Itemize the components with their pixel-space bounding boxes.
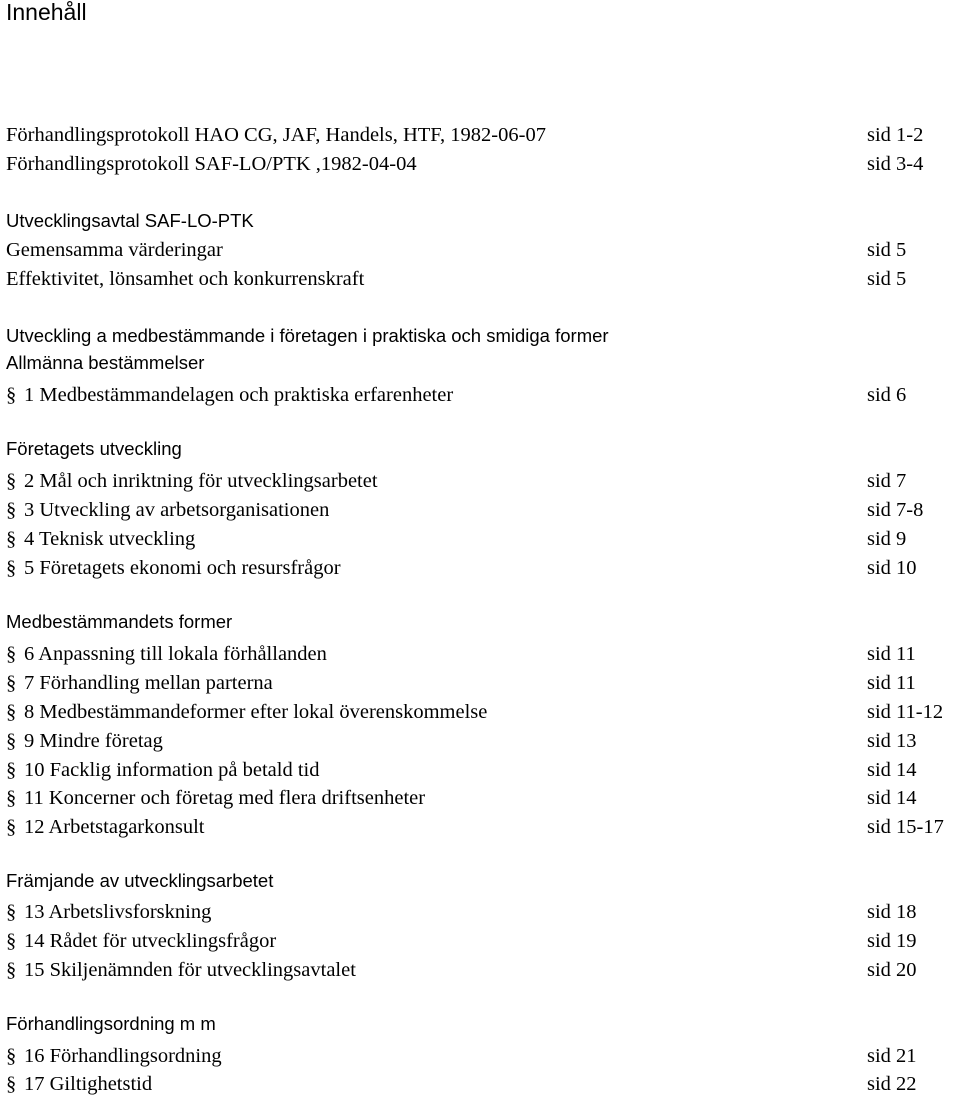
- section-heading: [0, 867, 960, 895]
- section-heading: [0, 608, 960, 636]
- toc-entry: [0, 1070, 960, 1098]
- toc-entry: [0, 554, 960, 582]
- toc-entry: [0, 496, 960, 524]
- toc-entry-page: sid 6: [867, 384, 907, 406]
- toc-entry: [0, 698, 960, 726]
- toc-entry-text: 10 Facklig information på betald tid: [24, 759, 320, 781]
- toc-entry: [0, 467, 960, 495]
- toc-entry-text: 11 Koncerner och företag med flera driftsenheter: [24, 787, 426, 809]
- toc-entry-text: Förhandlingsprotokoll SAF-LO/PTK ,1982-04-04: [6, 153, 417, 175]
- toc-entry: [0, 813, 960, 841]
- toc-entry-page: sid 5: [867, 239, 907, 261]
- toc-entry-page: sid 18: [867, 901, 917, 923]
- section-heading-text: Förhandlingsordning m m: [6, 1013, 216, 1034]
- section-heading-text: Medbestämmandets former: [6, 611, 233, 632]
- toc-entry-text: 9 Mindre företag: [24, 730, 163, 752]
- toc-entry-text: Effektivitet, lönsamhet och konkurrenskraft: [6, 268, 365, 290]
- toc-entry-text: Förhandlingsprotokoll HAO CG, JAF, Handels, HTF, 1982-06-07: [6, 124, 546, 146]
- toc-entry-page: sid 13: [867, 730, 917, 752]
- paragraph-symbol-icon: §: [6, 959, 17, 981]
- toc-entry-text: 14 Rådet för utvecklingsfrågor: [24, 930, 277, 952]
- paragraph-symbol-icon: §: [6, 557, 17, 579]
- section-heading-text: Utveckling a medbestämmande i företagen i praktiska och smidiga former: [6, 325, 609, 346]
- toc-entry-text: 13 Arbetslivsforskning: [24, 901, 212, 923]
- paragraph-symbol-icon: §: [6, 672, 17, 694]
- paragraph-symbol-icon: §: [6, 901, 17, 923]
- toc-entry-text: 17 Giltighetstid: [24, 1073, 153, 1095]
- toc-entry-text: 4 Teknisk utveckling: [24, 528, 196, 550]
- toc-entry: [0, 898, 960, 926]
- toc-entry-page: sid 10: [867, 557, 917, 579]
- paragraph-symbol-icon: §: [6, 1045, 17, 1067]
- toc-entry-page: sid 11-12: [867, 701, 944, 723]
- toc-entry-text: 7 Förhandling mellan parterna: [24, 672, 273, 694]
- toc-entry-page: sid 7-8: [867, 499, 924, 521]
- section-heading: [0, 349, 960, 377]
- toc-entry-text: 12 Arbetstagarkonsult: [24, 816, 205, 838]
- toc-entry-page: sid 5: [867, 268, 907, 290]
- paragraph-symbol-icon: §: [6, 528, 17, 550]
- toc-entry: [0, 640, 960, 668]
- toc-entry-page: sid 3-4: [867, 153, 924, 175]
- section-heading: [0, 322, 960, 350]
- section-heading: [0, 1010, 960, 1038]
- paragraph-symbol-icon: §: [6, 730, 17, 752]
- section-heading: [0, 435, 960, 463]
- toc-entry-page: sid 14: [867, 787, 917, 809]
- paragraph-symbol-icon: §: [6, 787, 17, 809]
- toc-entry-text: 1 Medbestämmandelagen och praktiska erfarenheter: [24, 384, 454, 406]
- paragraph-symbol-icon: §: [6, 1073, 17, 1095]
- paragraph-symbol-icon: §: [6, 499, 17, 521]
- toc-entry: [0, 956, 960, 984]
- paragraph-symbol-icon: §: [6, 701, 17, 723]
- toc-entry-text: 8 Medbestämmandeformer efter lokal överenskommelse: [24, 701, 488, 723]
- toc-entry: [0, 784, 960, 812]
- toc-entry-page: sid 19: [867, 930, 917, 952]
- toc-entry-text: 2 Mål och inriktning för utvecklingsarbetet: [24, 470, 378, 492]
- section-heading-text: Allmänna bestämmelser: [6, 352, 205, 373]
- section-heading: [0, 207, 960, 235]
- page-title: Innehåll: [6, 0, 87, 25]
- toc-entry-text: 6 Anpassning till lokala förhållanden: [24, 643, 327, 665]
- toc-entry: [0, 1042, 960, 1070]
- toc-entry-text: 5 Företagets ekonomi och resursfrågor: [24, 557, 341, 579]
- toc-entry: [0, 756, 960, 784]
- toc-entry-text: 15 Skiljenämnden för utvecklingsavtalet: [24, 959, 356, 981]
- paragraph-symbol-icon: §: [6, 759, 17, 781]
- toc-entry: [0, 727, 960, 755]
- toc-entry-page: sid 21: [867, 1045, 917, 1067]
- section-heading-text: Främjande av utvecklingsarbetet: [6, 870, 274, 891]
- toc-entry-page: sid 11: [867, 643, 916, 665]
- toc-entry-page: sid 15-17: [867, 816, 944, 838]
- toc-entry: [0, 236, 960, 264]
- toc-entry-page: sid 22: [867, 1073, 917, 1095]
- toc-entry: [0, 121, 960, 149]
- toc-entry-page: sid 20: [867, 959, 917, 981]
- toc-entry: [0, 525, 960, 553]
- toc-entry-page: sid 7: [867, 470, 907, 492]
- toc-entry-page: sid 9: [867, 528, 907, 550]
- toc-entry: [0, 669, 960, 697]
- toc-entry-text: Gemensamma värderingar: [6, 239, 223, 261]
- paragraph-symbol-icon: §: [6, 470, 17, 492]
- toc-entry-page: sid 1-2: [867, 124, 924, 146]
- toc-entry: [0, 927, 960, 955]
- toc-entry-text: 16 Förhandlingsordning: [24, 1045, 222, 1067]
- toc-entry-page: sid 14: [867, 759, 917, 781]
- section-heading-text: Utvecklingsavtal SAF-LO-PTK: [6, 210, 254, 231]
- toc-entry-text: 3 Utveckling av arbetsorganisationen: [24, 499, 330, 521]
- toc-entry: [0, 265, 960, 293]
- paragraph-symbol-icon: §: [6, 930, 17, 952]
- paragraph-symbol-icon: §: [6, 384, 17, 406]
- toc-entry: [0, 150, 960, 178]
- section-heading-text: Företagets utveckling: [6, 438, 182, 459]
- toc-entry-page: sid 11: [867, 672, 916, 694]
- paragraph-symbol-icon: §: [6, 816, 17, 838]
- paragraph-symbol-icon: §: [6, 643, 17, 665]
- toc-entry: [0, 381, 960, 409]
